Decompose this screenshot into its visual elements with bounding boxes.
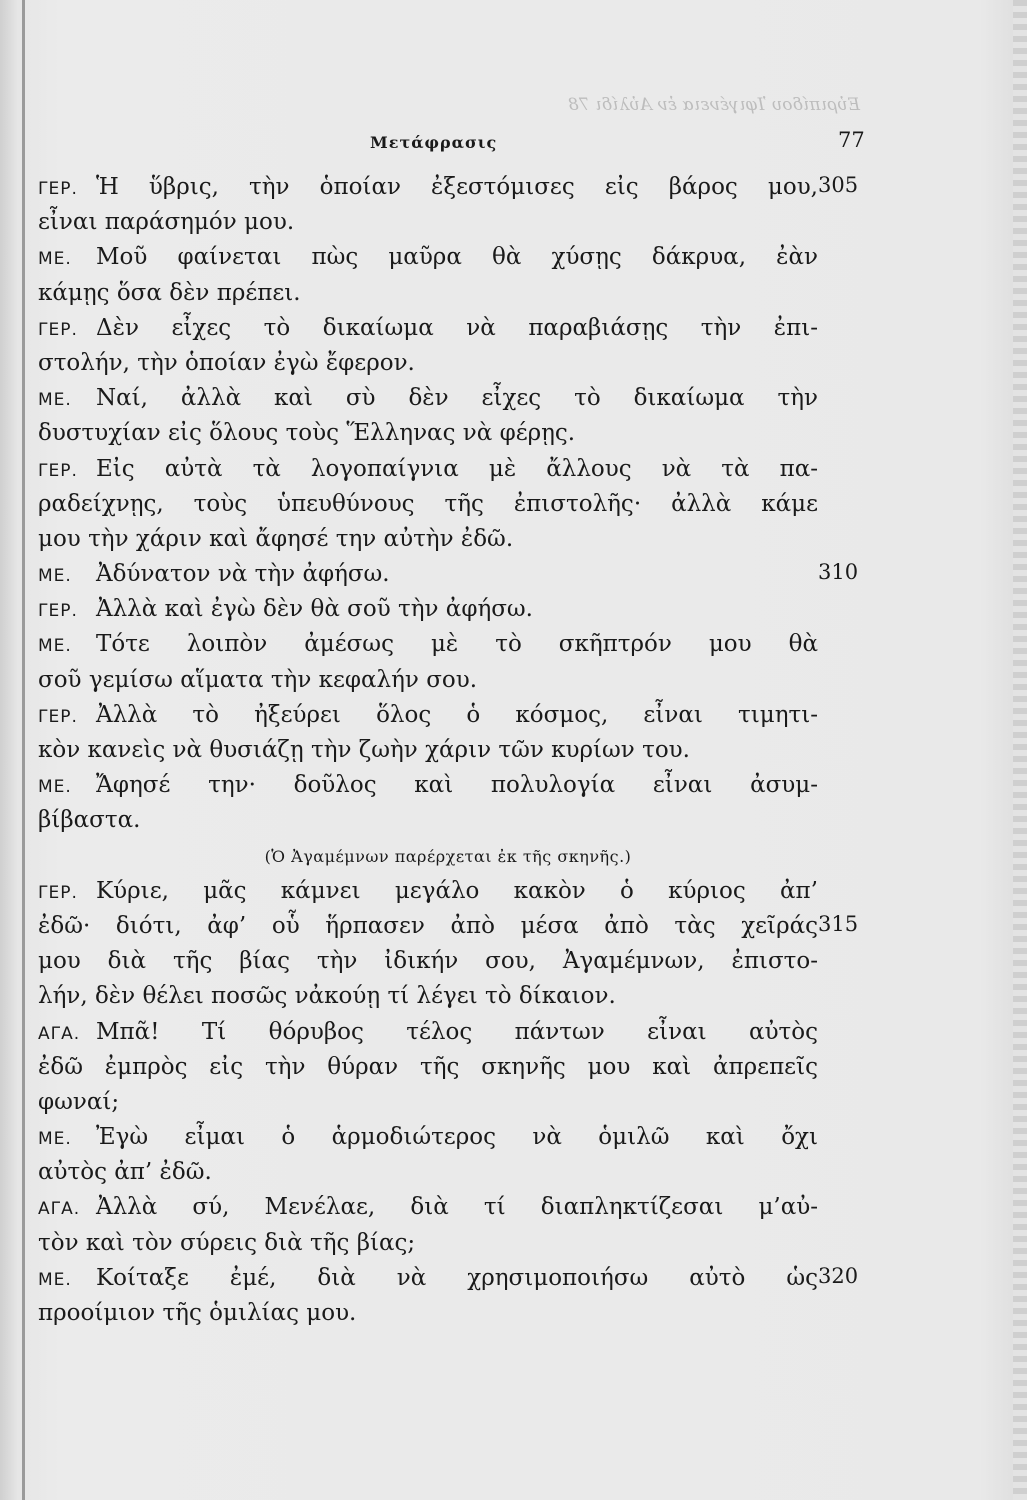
text-line [38, 557, 818, 592]
verse-text: Ἄφησέ την· δοῦλος καὶ πολυλογία εἶναι ἀσυμ- [96, 772, 818, 799]
speaker-label: ΜΕ. [38, 1129, 72, 1150]
verse-text: Ἀλλὰ καὶ ἐγὼ δὲν θὰ σοῦ τὴν ἀφήσω. [96, 596, 533, 623]
text-line [38, 698, 818, 733]
line-number: 310 [818, 560, 859, 585]
text-line [38, 874, 818, 909]
bleed-through-header: Εὐριπίδου Ἰφιγένεια ἐν Αὐλίδι 78 [567, 95, 860, 115]
text-line [38, 276, 818, 311]
line-number: 305 [818, 173, 859, 197]
page-number: 77 [838, 128, 865, 152]
text-line [38, 487, 818, 522]
verse-text: δυστυχίαν εἰς ὅλους τοὺς Ἕλληνας νὰ φέρῃς. [38, 420, 576, 447]
verse-text: Εἰς αὐτὰ τὰ λογοπαίγνια μὲ ἄλλους νὰ τὰ πα- [96, 455, 818, 482]
verse-text: Μπᾶ! Τί θόρυβος τέλος πάντων εἶναι αὐτὸς [96, 1018, 818, 1045]
text-line [38, 346, 818, 381]
speaker-label: ΜΕ. [38, 1269, 72, 1290]
text-line [38, 979, 818, 1014]
line-number: 320 [818, 1264, 859, 1289]
verse-text: σοῦ γεμίσω αἵματα τὴν κεφαλήν σου. [38, 666, 478, 693]
speaker-label: ΓΕΡ. [38, 601, 78, 622]
text-line [38, 627, 818, 662]
verse-text: Ἐγὼ εἶμαι ὁ ἁρμοδιώτερος νὰ ὁμιλῶ καὶ ὄχι [96, 1124, 818, 1151]
verse-text: αὐτὸς ἀπ’ ἐδῶ. [38, 1159, 212, 1186]
text-line [38, 1261, 818, 1296]
verse-text: Ἡ ὕβρις, τὴν ὁποίαν ἐξεστόμισες εἰς βάρος μου, [96, 174, 818, 200]
verse-text: Τότε λοιπὸν ἀμέσως μὲ τὸ σκῆπτρόν μου θὰ [96, 631, 818, 658]
speaker-label: ΓΕΡ. [38, 460, 78, 481]
speaker-label: ΜΕ. [38, 249, 72, 270]
text-line [38, 768, 818, 803]
verse-text: Κοίταξε ἐμέ, διὰ νὰ χρησιμοποιήσω αὐτὸ ὡς [96, 1264, 818, 1291]
text-line [38, 311, 818, 346]
text-line [38, 522, 818, 557]
text-line [38, 381, 818, 416]
text-line [38, 592, 818, 627]
verse-text: ἐδῶ ἐμπρὸς εἰς τὴν θύραν τῆς σκηνῆς μου καὶ ἀπρεπεῖς [38, 1053, 818, 1080]
speaker-label: ΓΕΡ. [38, 882, 78, 903]
text-line [38, 1190, 818, 1225]
verse-text: στολήν, τὴν ὁποίαν ἐγὼ ἔφερον. [38, 349, 415, 376]
speaker-label: ΑΓΑ. [38, 1199, 81, 1220]
text-line [38, 733, 818, 768]
speaker-label: ΓΕΡ. [38, 179, 78, 199]
verse-text: ἐδῶ· διότι, ἀφ’ οὗ ἥρπασεν ἀπὸ μέσα ἀπὸ τὰς χεῖράς [38, 912, 818, 939]
speaker-label: ΜΕ. [38, 566, 72, 587]
text-line [38, 170, 818, 205]
text-line [38, 1155, 818, 1190]
page-edge [1013, 0, 1027, 1500]
speaker-label: ΓΕΡ. [38, 319, 78, 340]
verse-text: Κύριε, μᾶς κάμνει μεγάλο κακὸν ὁ κύριος ἀπ’ [96, 877, 818, 904]
text-line [38, 1050, 818, 1085]
verse-text: Ἀδύνατον νὰ τὴν ἀφήσω. [96, 561, 390, 588]
text-line [38, 452, 818, 487]
verse-text: Μοῦ φαίνεται πὼς μαῦρα θὰ χύσῃς δάκρυα, ἐὰν [96, 244, 818, 271]
speaker-label: ΜΕ. [38, 777, 72, 798]
text-line [38, 909, 818, 944]
verse-text: ραδείχνῃς, τοὺς ὑπευθύνους τῆς ἐπιστολῆς· ἀλλὰ κάμε [38, 490, 818, 517]
verse-text: κάμῃς ὅσα δὲν πρέπει. [38, 279, 301, 306]
text-line [38, 1015, 818, 1050]
verse-text: λήν, δὲν θέλει ποσῶς νἀκούῃ τί λέγει τὸ δίκαιον. [38, 983, 616, 1010]
text-line [38, 1226, 818, 1261]
text-line [38, 416, 818, 451]
verse-text: Δὲν εἶχες τὸ δικαίωμα νὰ παραβιάσῃς τὴν ἐπι- [96, 314, 818, 341]
verse-text: μου διὰ τῆς βίας τὴν ἰδικήν σου, Ἀγαμέμνων, ἐπιστο- [38, 948, 818, 975]
text-line [38, 803, 818, 838]
speaker-label: ΜΕ. [38, 636, 72, 657]
text-block [38, 170, 818, 1331]
running-head: Μετάφρασις [370, 133, 498, 152]
verse-text: Ἀλλὰ τὸ ἠξεύρει ὅλος ὁ κόσμος, εἶναι τιμητι- [96, 701, 818, 728]
speaker-label: ΜΕ. [38, 390, 72, 411]
verse-text: κὸν κανεὶς νὰ θυσιάζῃ τὴν ζωὴν χάριν τῶν κυρίων του. [38, 737, 690, 763]
text-line [38, 240, 818, 275]
text-line [38, 944, 818, 979]
text-line [38, 663, 818, 698]
speaker-label: ΓΕΡ. [38, 706, 78, 727]
verse-text: τὸν καὶ τὸν σύρεις διὰ τῆς βίας; [38, 1229, 416, 1256]
verse-text: φωναί; [38, 1088, 120, 1115]
verse-text: εἶναι παράσημόν μου. [38, 209, 295, 236]
stage-direction: (Ὁ Ἀγαμέμνων παρέρχεται ἐκ τῆς σκηνῆς.) [264, 846, 632, 866]
verse-text: Ναί, ἀλλὰ καὶ σὺ δὲν εἶχες τὸ δικαίωμα τὴν [96, 385, 818, 412]
text-line [38, 1085, 818, 1120]
verse-text: μου τὴν χάριν καὶ ἄφησέ την αὐτὴν ἐδῶ. [38, 525, 514, 552]
verse-text: Ἀλλὰ σύ, Μενέλαε, διὰ τί διαπληκτίζεσαι μ’αὐ- [96, 1194, 818, 1221]
line-number: 315 [818, 912, 859, 937]
text-line [38, 1296, 818, 1331]
text-line [38, 205, 818, 240]
text-line [38, 1120, 818, 1155]
verse-text: προοίμιον τῆς ὁμιλίας μου. [38, 1300, 357, 1326]
binding-gutter [22, 0, 25, 1500]
verse-text: βίβαστα. [38, 807, 141, 834]
speaker-label: ΑΓΑ. [38, 1023, 81, 1044]
